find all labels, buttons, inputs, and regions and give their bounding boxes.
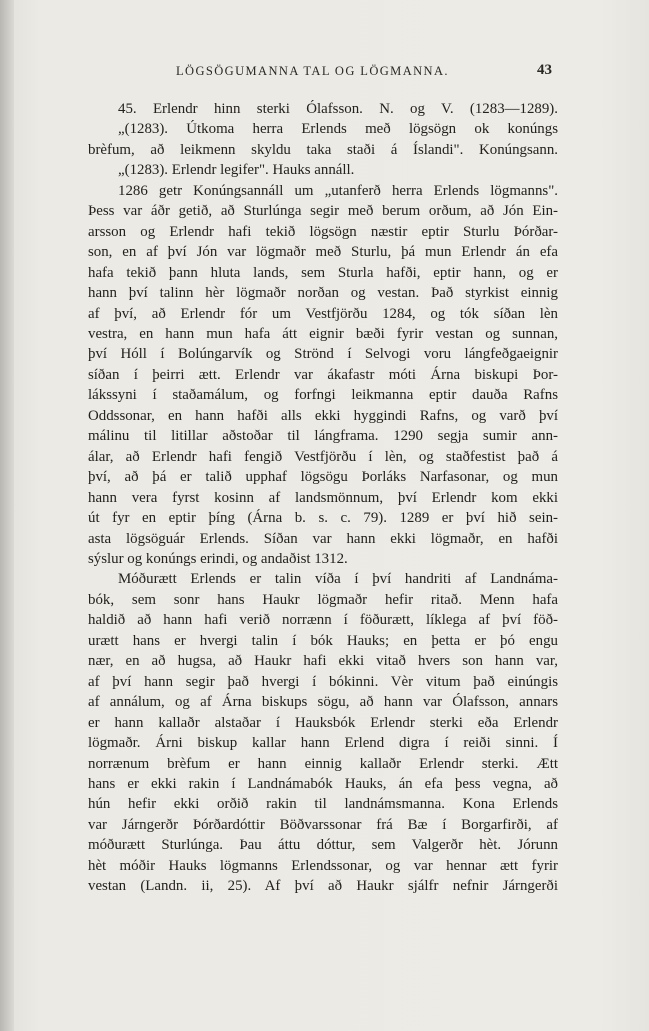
text-line: bók, sem sonr hans Haukr lögmaðr hefir ritað. Menn hafa — [88, 591, 558, 608]
text-line: hèt móðir Hauks lögmanns Erlendssonar, og var hennar ætt fyrir — [88, 857, 558, 874]
text-line: var Járngerðr Þórðardóttir Böðvarssonar frá Bæ í Borgarfirði, af — [88, 816, 558, 833]
text-line: hans er ekki rakin í Landnámabók Hauks, án efa þess vegna, að — [88, 775, 558, 792]
text-line: út fyr en eptir þíng (Árna b. s. c. 79). 1289 er því hið sein- — [88, 510, 558, 527]
text-line: brèfum, að leikmenn skyldu taka staði á Íslandi". Konúngsann. — [88, 141, 558, 158]
text-line: „(1283). Útkoma herra Erlends með lögsögn ok konúngs — [118, 121, 558, 138]
running-title: LÖGSÖGUMANNA TAL OG LÖGMANNA. — [176, 64, 449, 78]
page-header — [120, 62, 552, 84]
text-line: hún hefir ekki orðið rakin til landnámsmanna. Kona Erlends — [88, 796, 558, 813]
body-text — [88, 99, 558, 897]
text-line: urætt hans er hvergi talin í bók Hauks; en þetta er þó engu — [88, 632, 558, 649]
text-line: álar, að Erlendr hafi fengið Vestfjörðu í lèn, og staðfestist það á — [88, 448, 558, 465]
text-line: lákssyni í staðamálum, og forfngi leikmanna eptir dauða Rafns — [88, 387, 558, 404]
text-line: af annálum, og af Árna biskups sögu, að hann var Ólafsson, annars — [88, 694, 558, 711]
text-line: því, að þá er talið upphaf lögsögu Þorláks Narfasonar, og mun — [88, 469, 558, 486]
text-line: móðurætt Sturlúnga. Þau áttu dóttur, sem Valgerðr hèt. Jórunn — [88, 837, 558, 854]
text-line: nær, en að hugsa, að Haukr hafi ekki vitað hvers son hann var, — [88, 653, 558, 670]
text-line: Oddssonar, en hann hafði alls ekki hyggindi Rafns, og varð því — [88, 407, 558, 424]
text-line: hafa tekið þann hluta lands, sem Sturla hafði, eptir hann, og er — [88, 264, 558, 281]
page-gutter-shadow — [0, 0, 14, 1031]
text-line: síðan í þeirri ætt. Erlendr var ákafastr móti Árna biskupi Þor- — [88, 366, 558, 383]
text-line: af því, að Erlendr fór um Vestfjörðu 1284, og tók síðan lèn — [88, 305, 558, 322]
text-line: Þess var áðr getið, að Sturlúnga segir með berum orðum, að Jón Ein- — [88, 203, 558, 220]
text-line: haldið að hann hafi verið norrænn í föðurætt, líklega af því föð- — [88, 612, 558, 629]
text-line: hann því talinn hèr lögmaðr norðan og vestan. Það styrkist einnig — [88, 285, 558, 302]
text-line: 1286 getr Konúngsannáll um „utanferð herra Erlends lögmanns". — [118, 182, 558, 199]
text-line: asta lögsöguár Erlends. Síðan var hann ekki lögmaðr, en hafði — [88, 530, 558, 547]
text-line: er hann kallaðr alstaðar í Hauksbók Erlendr sterki eða Erlendr — [88, 714, 558, 731]
text-line: sýslur og konúngs erindi, og andaðist 1312. — [88, 550, 348, 567]
text-line: málinu til litillar aðstoðar til lángframa. 1290 segja sumir ann- — [88, 428, 558, 445]
text-line: lögmaðr. Árni biskup kallar hann Erlend digra í reiði sinni. Í — [88, 735, 558, 752]
text-line: hann vera fyrst kosinn af landsmönnum, því Erlendr kom ekki — [88, 489, 558, 506]
text-line: norrænum brèfum er hann einnig kallaðr Erlendr sterki. Ætt — [88, 755, 558, 772]
text-line: því Hóll í Bolúngarvík og Strönd í Selvogi voru lángfeðgaeignir — [88, 346, 558, 363]
text-line: 45. Erlendr hinn sterki Ólafsson. N. og V. (1283—1289). — [118, 101, 558, 117]
text-line: vestra, en hann mun hafa átt eignir bæði fyrir vestan og sunnan, — [88, 325, 558, 342]
text-line: af því hann segir það hvergi í bókinni. Vèr vitum það einúngis — [88, 673, 558, 690]
text-line: son, en af því Jón var lögmaðr með Sturlu, þá mun Erlendr án efa — [88, 244, 558, 261]
text-line: „(1283). Erlendr legifer". Hauks annáll. — [118, 162, 355, 179]
text-line: arsson og Erlendr hafi tekið lögsögn næstir eptir Sturlu Þórðar- — [88, 223, 558, 240]
text-line: vestan (Landn. ii, 25). Af því að Haukr sjálfr nefnir Járngerði — [88, 878, 558, 895]
page-number: 43 — [537, 62, 552, 78]
text-line: Móðurætt Erlends er talin víða í því handriti af Landnáma- — [118, 571, 558, 588]
